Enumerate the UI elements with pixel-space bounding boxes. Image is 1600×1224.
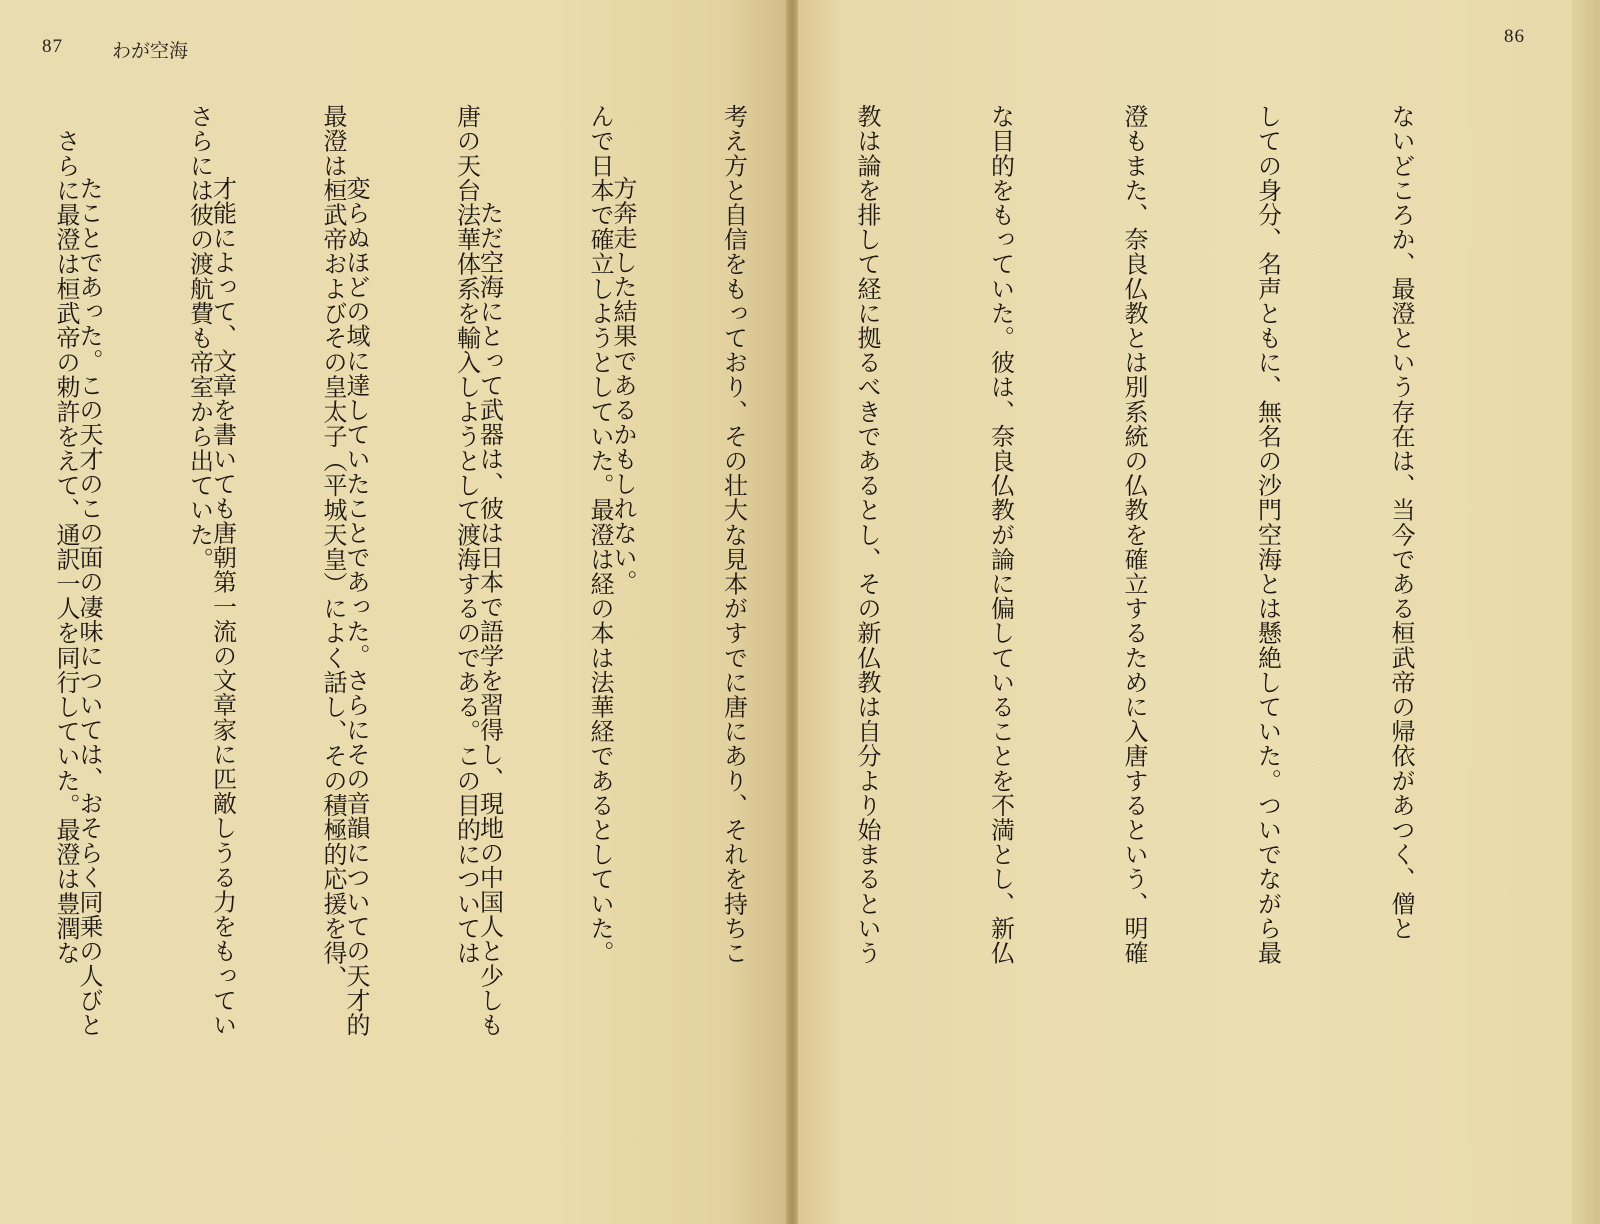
text-line: しての身分、名声ともに、無名の沙門空海とは懸絶していた。ついでながら最 (1253, 104, 1282, 965)
text-line: たことであった。この天才のこの面の凄味については、おそらく同乗の人びと (75, 176, 103, 1037)
text-line: 方奔走した結果であるかもしれない。 (609, 176, 637, 595)
text-line: ただ空海にとって武器は、彼は日本で語学を習得し、現地の中国人と少しも (475, 176, 504, 1037)
text-line: さらに最澄は桓武帝の勅許をえて、通訳一人を同行していた。最澄は豊潤な (52, 104, 80, 965)
text-line: 変らぬほどの域に達していたことであった。さらにその音韻についての天才的 (342, 176, 370, 1037)
text-line: んで日本で確立しようとしていた。最澄は経の本は法華経であるとしていた。 (586, 104, 614, 965)
page-number-right: 86 (1504, 26, 1525, 47)
text-line: 澄もまた、奈良仏教とは別系統の仏教を確立するために入唐するという、明確 (1120, 104, 1148, 965)
text-line: な目的をもっていた。彼は、奈良仏教が論に偏していることを不満とし、新仏 (986, 104, 1015, 965)
text-line: ないどころか、最澄という存在は、当今である桓武帝の帰依があつく、僧と (1387, 104, 1415, 941)
text-line: さらには彼の渡航費も帝室から出ていた。 (185, 104, 214, 572)
text-line: 考え方と自信をもっており、その壮大な見本がすでに唐にあり、それを持ちこ (719, 104, 748, 965)
page-number-left: 87 (42, 36, 63, 57)
text-line: 唐の天台法華体系を輸入しようとして渡海するのである。この目的については (452, 104, 481, 965)
running-title: わが空海 (112, 40, 189, 62)
text-line: 教は論を排して経に拠るべきであるとし、その新仏教は自分より始まるという (853, 104, 881, 965)
book-gutter (786, 0, 798, 1224)
text-line: 最澄は桓武帝およびその皇太子（平城天皇）によく話し、その積極的応援を得、 (319, 104, 347, 990)
right-page-body (0, 104, 1512, 1204)
text-line: 才能によって、文章を書いても唐朝第一流の文章家に匹敵しうる力をもってい (208, 176, 237, 1037)
page-edge (1572, 0, 1600, 1224)
